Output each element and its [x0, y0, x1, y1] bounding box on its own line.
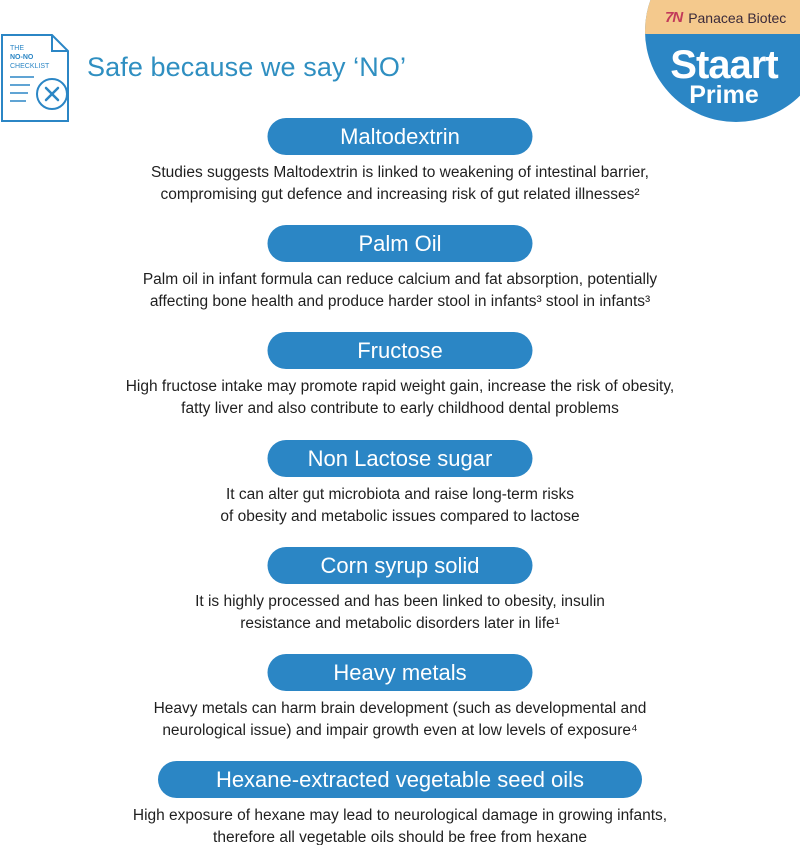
item-description-line: therefore all vegetable oils should be free from hexane — [213, 829, 587, 845]
item-title-pill: Corn syrup solid — [268, 547, 533, 584]
panacea-biotec-mark-icon: 7N — [665, 9, 683, 26]
item-description — [0, 805, 800, 845]
item-description-line: of obesity and metabolic issues compared to lactose — [220, 508, 580, 525]
item-description — [0, 591, 800, 635]
item-description-line: neurological issue) and impair growth even at low levels of exposure⁴ — [162, 722, 638, 739]
item-description-line: It is highly processed and has been linked to obesity, insulin — [195, 593, 605, 610]
item-description-line: High fructose intake may promote rapid weight gain, increase the risk of obesity, — [125, 378, 675, 395]
item-description-line: fatty liver and also contribute to early childhood dental problems — [181, 400, 619, 417]
checklist-label-checklist: CHECKLIST — [10, 63, 50, 70]
staart-prime-brand-badge — [645, 0, 800, 122]
no-no-checklist-icon — [0, 33, 74, 123]
brand-product-name: Staart — [670, 43, 778, 87]
brand-maker-name: Panacea Biotec — [688, 9, 787, 26]
panacea-biotec-logo — [665, 9, 786, 26]
item-title-pill: Palm Oil — [268, 225, 533, 262]
item-description — [0, 162, 800, 206]
item-description-line: Heavy metals can harm brain development (such as developmental and — [153, 700, 647, 717]
item-title-pill: Heavy metals — [268, 654, 533, 691]
brand-product-variant: Prime — [689, 81, 759, 109]
item-title-pill: Maltodextrin — [268, 118, 533, 155]
item-description — [0, 269, 800, 313]
item-description-line: It can alter gut microbiota and raise long-term risks — [225, 486, 575, 503]
item-title-pill: Hexane-extracted vegetable seed oils — [158, 761, 642, 798]
checklist-label-the: THE — [10, 45, 24, 52]
item-description — [0, 484, 800, 528]
item-description-line: resistance and metabolic disorders later in life¹ — [240, 615, 560, 632]
item-description — [0, 698, 800, 742]
checklist-label-no-no: NO-NO — [10, 54, 34, 61]
item-title-pill: Non Lactose sugar — [268, 440, 533, 477]
item-title-pill: Fructose — [268, 332, 533, 369]
item-description-line: High exposure of hexane may lead to neurological damage in growing infants, — [132, 807, 668, 824]
item-description-line: affecting bone health and produce harder stool in infants³ stool in infants³ — [149, 293, 651, 310]
page-headline: Safe because we say ‘NO’ — [87, 52, 407, 82]
item-description-line: Palm oil in infant formula can reduce calcium and fat absorption, potentially — [142, 271, 658, 288]
item-description-line: Studies suggests Maltodextrin is linked to weakening of intestinal barrier, — [151, 164, 649, 181]
item-description-line: compromising gut defence and increasing risk of gut related illnesses² — [160, 186, 640, 203]
item-description — [0, 376, 800, 420]
